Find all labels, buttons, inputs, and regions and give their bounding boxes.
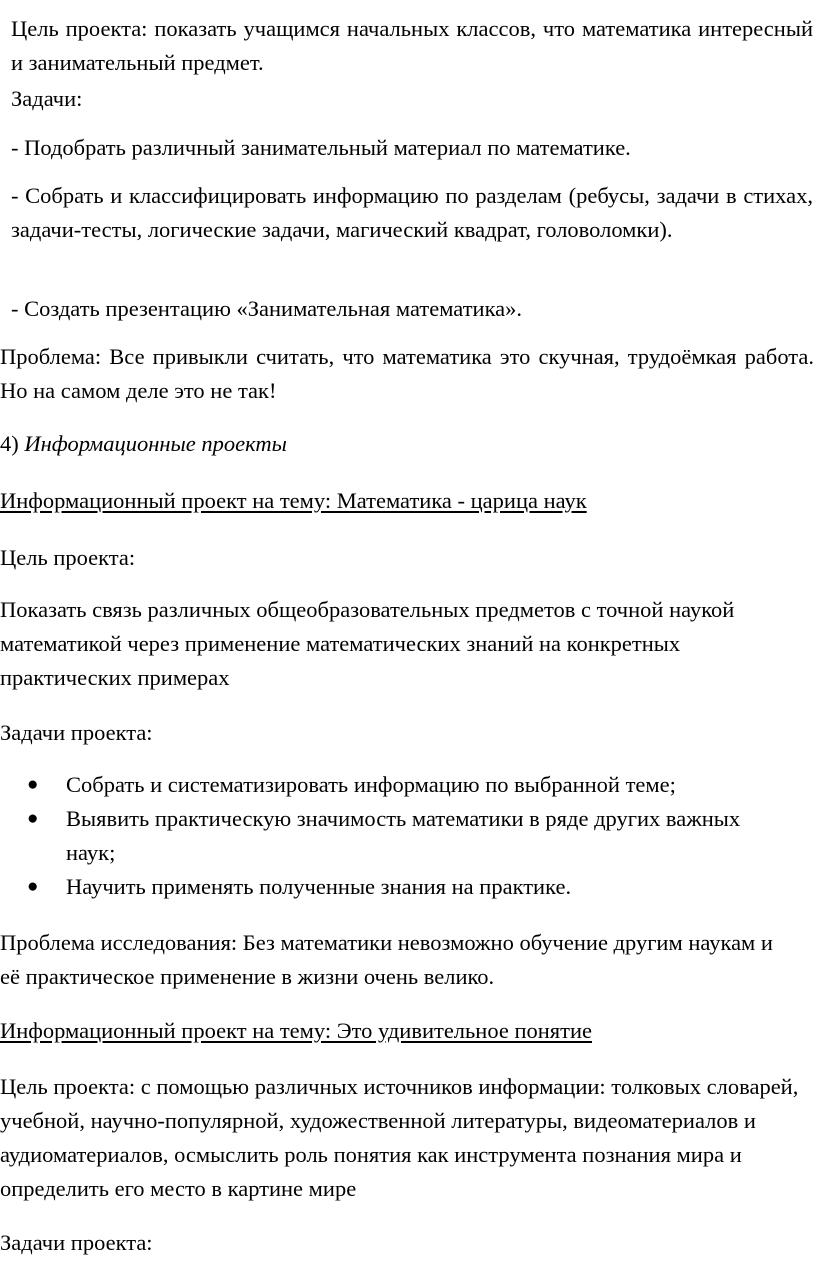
task-item: - Создать презентацию «Занимательная математика». bbox=[11, 296, 523, 321]
project-tasks-heading: Задачи проекта: bbox=[0, 1230, 153, 1255]
list-item bbox=[0, 870, 790, 904]
project-title bbox=[0, 484, 814, 518]
project-title bbox=[0, 1014, 814, 1048]
project-goal-paragraph: Показать связь различных общеобразовательных предметов с точной наукой математикой через применение математических знаний на конкретных практических примерах bbox=[0, 597, 735, 690]
project-title-text: Информационный проект на тему: Это удивительное понятие bbox=[0, 1018, 593, 1043]
section-number: 4) bbox=[0, 431, 25, 456]
task-item: - Подобрать различный занимательный материал по математике. bbox=[11, 135, 631, 160]
bullet-icon: ● bbox=[27, 774, 39, 795]
section-heading bbox=[0, 427, 814, 461]
project-title-text: Информационный проект на тему: Математика - царица наук bbox=[0, 488, 587, 513]
tasks-heading: Задачи: bbox=[11, 86, 83, 111]
list-item-text: Выявить практическую значимость математики в ряде других важных наук; bbox=[66, 806, 741, 865]
list-item-text: Собрать и систематизировать информацию по выбранной теме; bbox=[66, 772, 676, 797]
bullet-icon: ● bbox=[27, 808, 39, 829]
project-tasks-heading: Задачи проекта: bbox=[0, 720, 153, 745]
project-goal-heading: Цель проекта: bbox=[0, 545, 136, 570]
bullet-icon: ● bbox=[27, 876, 39, 897]
section-title: Информационные проекты bbox=[24, 431, 287, 456]
list-item bbox=[0, 768, 790, 802]
research-problem-paragraph: Проблема исследования: Без математики невозможно обучение другим наукам и её практическое применение в жизни очень велико. bbox=[0, 930, 773, 989]
list-item bbox=[0, 802, 790, 870]
project-goal-paragraph: Цель проекта: показать учащимся начальных классов, что математика интересный и занимательный предмет. bbox=[11, 16, 813, 75]
problem-paragraph: Проблема: Все привыкли считать, что математика это скучная, трудоёмкая работа. Но на самом деле это не так! bbox=[0, 344, 814, 403]
project-tasks-list bbox=[0, 768, 790, 904]
project-goal-paragraph: Цель проекта: с помощью различных источников информации: толковых словарей, учебной, научно-популярной, художественной литературы, видеоматериалов и аудиоматериалов, осмыслить роль понятия как инструмента познания мира и определить его место в картине мире bbox=[0, 1074, 799, 1201]
task-item: - Собрать и классифицировать информацию по разделам (ребусы, задачи в стихах, задачи-тесты, логические задачи, магический квадрат, головоломки). bbox=[11, 183, 813, 242]
list-item-text: Научить применять полученные знания на практике. bbox=[66, 874, 572, 899]
